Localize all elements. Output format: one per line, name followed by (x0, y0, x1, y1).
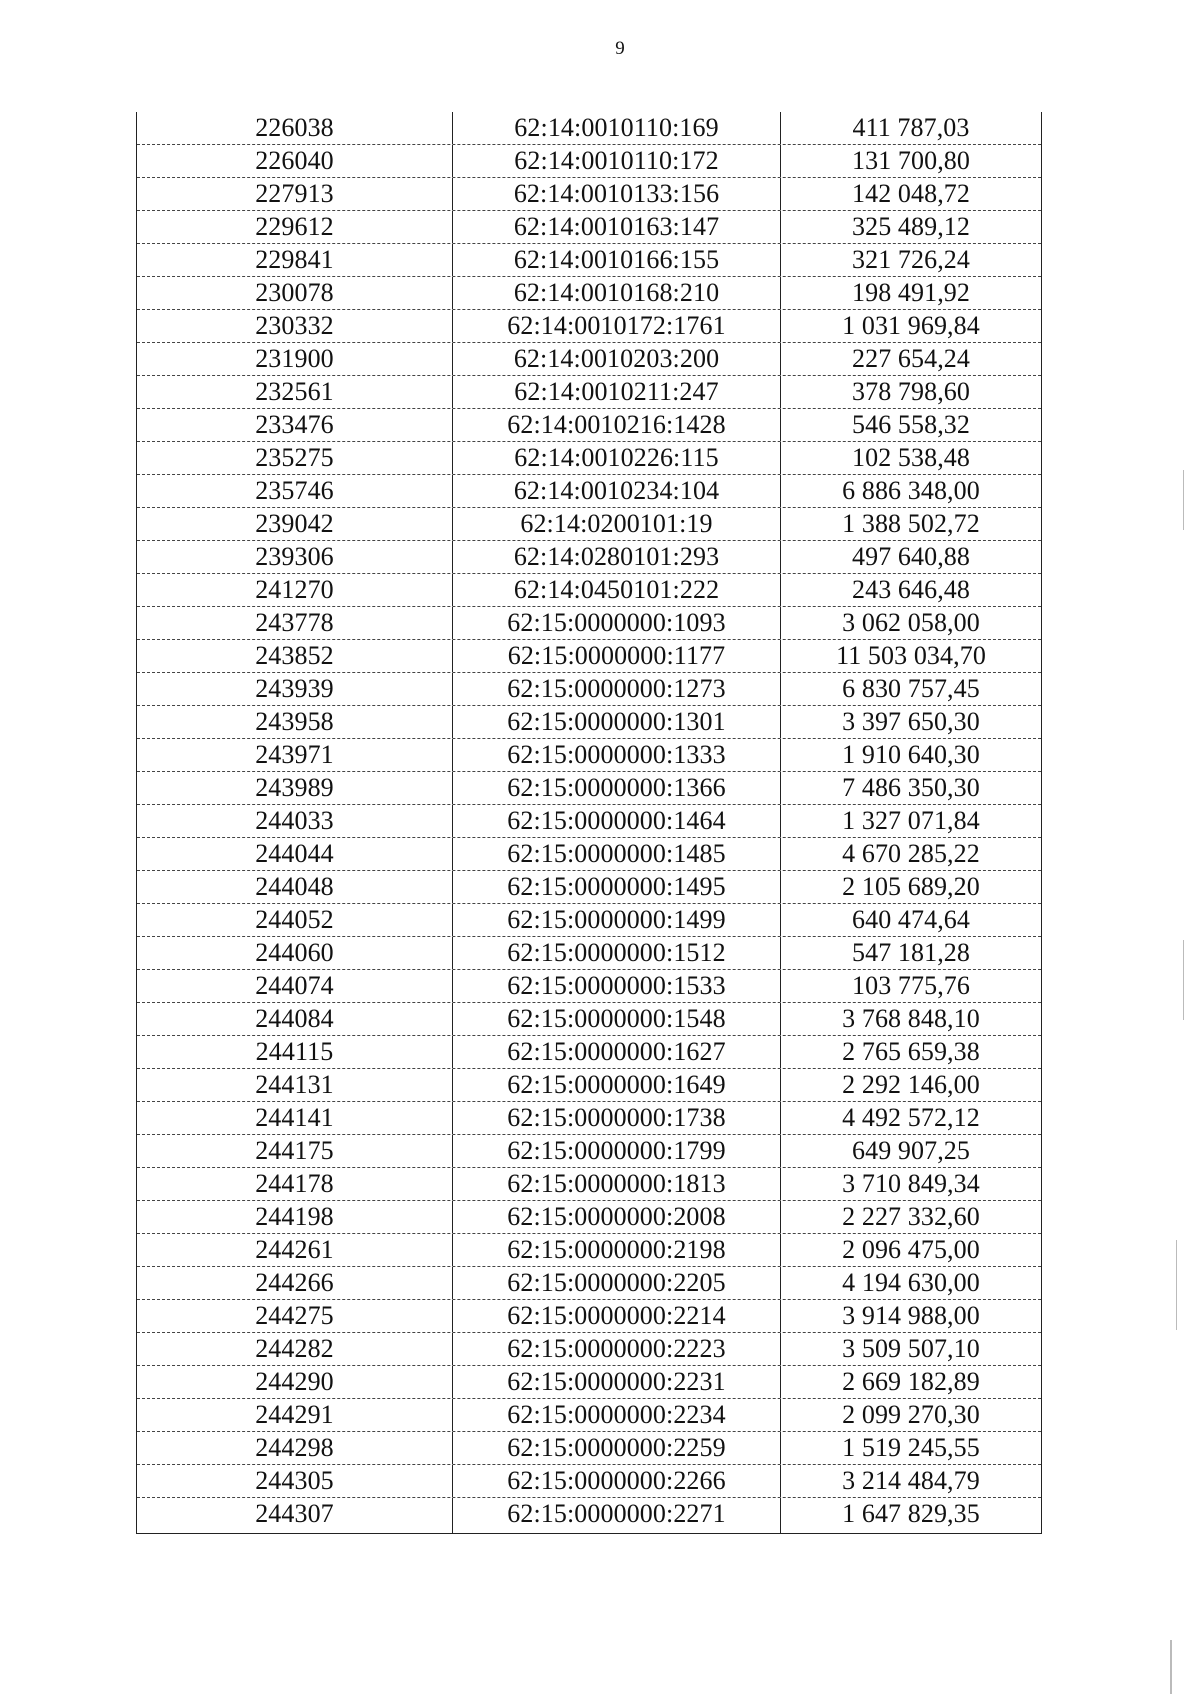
table-row (137, 409, 1041, 442)
cell-cadastral-number: 62:15:0000000:2266 (453, 1465, 781, 1497)
cell-number: 244290 (137, 1366, 453, 1398)
cell-number: 244131 (137, 1069, 453, 1101)
cell-number: 231900 (137, 343, 453, 375)
cell-amount: 102 538,48 (852, 443, 970, 472)
cell-amount: 325 489,12 (852, 212, 970, 241)
table-row (137, 838, 1041, 871)
cell-cadastral-number: 62:15:0000000:1512 (453, 937, 781, 969)
cell-amount: 2 105 689,20 (842, 872, 980, 901)
table-row (137, 1003, 1041, 1036)
table-row (137, 244, 1041, 277)
cell-amount: 321 726,24 (852, 245, 970, 274)
table-row (137, 904, 1041, 937)
cell-number: 235746 (137, 475, 453, 507)
cell-amount: 7 486 350,30 (842, 773, 980, 802)
cell-amount: 131 700,80 (852, 146, 970, 175)
table-row (137, 1267, 1041, 1300)
cell-amount: 411 787,03 (852, 113, 970, 142)
cell-amount: 3 768 848,10 (842, 1004, 980, 1033)
cell-amount: 1 910 640,30 (842, 740, 980, 769)
cell-number: 244261 (137, 1234, 453, 1266)
cell-cadastral-number: 62:15:0000000:1333 (453, 739, 781, 771)
cell-number: 244084 (137, 1003, 453, 1035)
table-row (137, 310, 1041, 343)
cell-cadastral-number: 62:14:0010163:147 (453, 211, 781, 243)
cell-cadastral-number: 62:15:0000000:1093 (453, 607, 781, 639)
cell-cadastral-number: 62:15:0000000:1366 (453, 772, 781, 804)
cell-cadastral-number: 62:15:0000000:1813 (453, 1168, 781, 1200)
table-row (137, 1102, 1041, 1135)
cell-amount: 4 670 285,22 (842, 839, 980, 868)
cell-number: 239042 (137, 508, 453, 540)
cell-number: 244115 (137, 1036, 453, 1068)
table-row (137, 1366, 1041, 1399)
table-row (137, 1333, 1041, 1366)
cell-amount: 649 907,25 (852, 1136, 970, 1165)
table-row (137, 1432, 1041, 1465)
table-row (137, 541, 1041, 574)
cell-number: 244275 (137, 1300, 453, 1332)
cell-amount: 546 558,32 (852, 410, 970, 439)
table-row (137, 1234, 1041, 1267)
cell-cadastral-number: 62:14:0010216:1428 (453, 409, 781, 441)
cell-number: 244305 (137, 1465, 453, 1497)
cell-amount: 547 181,28 (852, 938, 970, 967)
cell-amount: 2 765 659,38 (842, 1037, 980, 1066)
cell-cadastral-number: 62:14:0010168:210 (453, 277, 781, 309)
cell-amount: 11 503 034,70 (836, 641, 986, 670)
cell-number: 244044 (137, 838, 453, 870)
cell-amount: 6 886 348,00 (842, 476, 980, 505)
cell-amount: 198 491,92 (852, 278, 970, 307)
cell-cadastral-number: 62:14:0010110:172 (453, 145, 781, 177)
cell-amount: 103 775,76 (852, 971, 970, 1000)
table-row (137, 178, 1041, 211)
table-row (137, 739, 1041, 772)
cell-cadastral-number: 62:15:0000000:1738 (453, 1102, 781, 1134)
scan-mark (1176, 1240, 1177, 1330)
table-row (137, 145, 1041, 178)
table-row (137, 970, 1041, 1003)
cell-amount: 1 031 969,84 (842, 311, 980, 340)
cell-cadastral-number: 62:14:0200101:19 (453, 508, 781, 540)
cell-cadastral-number: 62:15:0000000:2205 (453, 1267, 781, 1299)
cell-cadastral-number: 62:15:0000000:1548 (453, 1003, 781, 1035)
table-row (137, 805, 1041, 838)
cell-cadastral-number: 62:15:0000000:1499 (453, 904, 781, 936)
cell-amount: 227 654,24 (852, 344, 970, 373)
table-row (137, 772, 1041, 805)
cell-number: 244282 (137, 1333, 453, 1365)
table-row (137, 937, 1041, 970)
cell-number: 226040 (137, 145, 453, 177)
cell-cadastral-number: 62:14:0010234:104 (453, 475, 781, 507)
cell-cadastral-number: 62:15:0000000:1799 (453, 1135, 781, 1167)
cell-cadastral-number: 62:15:0000000:1273 (453, 673, 781, 705)
cell-cadastral-number: 62:15:0000000:1533 (453, 970, 781, 1002)
cell-amount: 2 292 146,00 (842, 1070, 980, 1099)
cell-number: 243989 (137, 772, 453, 804)
cell-number: 244298 (137, 1432, 453, 1464)
cell-number: 243958 (137, 706, 453, 738)
cell-amount: 1 519 245,55 (842, 1433, 980, 1462)
cell-number: 244198 (137, 1201, 453, 1233)
table-row (137, 607, 1041, 640)
cell-number: 227913 (137, 178, 453, 210)
cell-number: 244074 (137, 970, 453, 1002)
cell-number: 243778 (137, 607, 453, 639)
table-row (137, 574, 1041, 607)
cell-amount: 142 048,72 (852, 179, 970, 208)
cell-number: 229841 (137, 244, 453, 276)
table-row (137, 1399, 1041, 1432)
cell-number: 244060 (137, 937, 453, 969)
cell-cadastral-number: 62:15:0000000:2234 (453, 1399, 781, 1431)
table-row (137, 508, 1041, 541)
cell-cadastral-number: 62:14:0010211:247 (453, 376, 781, 408)
cell-number: 235275 (137, 442, 453, 474)
cell-number: 244175 (137, 1135, 453, 1167)
cell-number: 233476 (137, 409, 453, 441)
data-table (136, 112, 1042, 1534)
cell-amount: 378 798,60 (852, 377, 970, 406)
cell-amount: 243 646,48 (852, 575, 970, 604)
table-row (137, 475, 1041, 508)
cell-number: 239306 (137, 541, 453, 573)
cell-number: 232561 (137, 376, 453, 408)
scan-mark (1170, 1640, 1172, 1694)
cell-cadastral-number: 62:15:0000000:2259 (453, 1432, 781, 1464)
table-row (137, 1300, 1041, 1333)
cell-cadastral-number: 62:14:0010226:115 (453, 442, 781, 474)
cell-number: 241270 (137, 574, 453, 606)
table-row (137, 706, 1041, 739)
cell-number: 244307 (137, 1498, 453, 1533)
cell-number: 244141 (137, 1102, 453, 1134)
cell-amount: 2 669 182,89 (842, 1367, 980, 1396)
cell-number: 226038 (137, 112, 453, 144)
cell-cadastral-number: 62:15:0000000:1495 (453, 871, 781, 903)
table-row (137, 1498, 1041, 1533)
cell-cadastral-number: 62:15:0000000:2214 (453, 1300, 781, 1332)
table-row (137, 1201, 1041, 1234)
cell-cadastral-number: 62:15:0000000:2198 (453, 1234, 781, 1266)
cell-amount: 3 710 849,34 (842, 1169, 980, 1198)
cell-number: 230332 (137, 310, 453, 342)
cell-cadastral-number: 62:14:0010133:156 (453, 178, 781, 210)
cell-number: 243939 (137, 673, 453, 705)
table-row (137, 1168, 1041, 1201)
scan-mark (1183, 470, 1184, 530)
cell-amount: 3 062 058,00 (842, 608, 980, 637)
cell-cadastral-number: 62:15:0000000:1177 (453, 640, 781, 672)
cell-number: 244178 (137, 1168, 453, 1200)
cell-cadastral-number: 62:15:0000000:1301 (453, 706, 781, 738)
cell-cadastral-number: 62:15:0000000:1485 (453, 838, 781, 870)
table-row (137, 343, 1041, 376)
cell-number: 229612 (137, 211, 453, 243)
cell-cadastral-number: 62:14:0450101:222 (453, 574, 781, 606)
cell-amount: 1 327 071,84 (842, 806, 980, 835)
cell-amount: 2 099 270,30 (842, 1400, 980, 1429)
cell-cadastral-number: 62:14:0280101:293 (453, 541, 781, 573)
table-row (137, 673, 1041, 706)
cell-number: 244048 (137, 871, 453, 903)
cell-amount: 4 492 572,12 (842, 1103, 980, 1132)
cell-amount: 1 388 502,72 (842, 509, 980, 538)
cell-amount: 3 914 988,00 (842, 1301, 980, 1330)
table-row (137, 1465, 1041, 1498)
scan-mark (1183, 940, 1184, 1020)
table-row (137, 871, 1041, 904)
cell-cadastral-number: 62:15:0000000:1464 (453, 805, 781, 837)
cell-amount: 1 647 829,35 (842, 1499, 980, 1528)
cell-number: 244266 (137, 1267, 453, 1299)
table-row (137, 277, 1041, 310)
cell-cadastral-number: 62:15:0000000:1627 (453, 1036, 781, 1068)
cell-cadastral-number: 62:15:0000000:1649 (453, 1069, 781, 1101)
cell-amount: 4 194 630,00 (842, 1268, 980, 1297)
cell-amount: 3 509 507,10 (842, 1334, 980, 1363)
cell-cadastral-number: 62:15:0000000:2271 (453, 1498, 781, 1533)
cell-cadastral-number: 62:14:0010172:1761 (453, 310, 781, 342)
table-row (137, 112, 1041, 145)
table-row (137, 1135, 1041, 1168)
cell-amount: 640 474,64 (852, 905, 970, 934)
cell-cadastral-number: 62:14:0010110:169 (453, 112, 781, 144)
table-row (137, 1036, 1041, 1069)
cell-number: 230078 (137, 277, 453, 309)
cell-amount: 3 397 650,30 (842, 707, 980, 736)
cell-cadastral-number: 62:14:0010203:200 (453, 343, 781, 375)
cell-cadastral-number: 62:15:0000000:2223 (453, 1333, 781, 1365)
table-row (137, 1069, 1041, 1102)
page-number: 9 (615, 38, 625, 59)
cell-cadastral-number: 62:14:0010166:155 (453, 244, 781, 276)
cell-cadastral-number: 62:15:0000000:2008 (453, 1201, 781, 1233)
cell-number: 244291 (137, 1399, 453, 1431)
cell-cadastral-number: 62:15:0000000:2231 (453, 1366, 781, 1398)
table-row (137, 376, 1041, 409)
cell-amount: 2 227 332,60 (842, 1202, 980, 1231)
table-row (137, 442, 1041, 475)
cell-number: 243852 (137, 640, 453, 672)
cell-amount: 497 640,88 (852, 542, 970, 571)
table-row (137, 640, 1041, 673)
cell-number: 244052 (137, 904, 453, 936)
cell-amount: 3 214 484,79 (842, 1466, 980, 1495)
cell-number: 244033 (137, 805, 453, 837)
cell-amount: 6 830 757,45 (842, 674, 980, 703)
cell-amount: 2 096 475,00 (842, 1235, 980, 1264)
table-row (137, 211, 1041, 244)
cell-number: 243971 (137, 739, 453, 771)
